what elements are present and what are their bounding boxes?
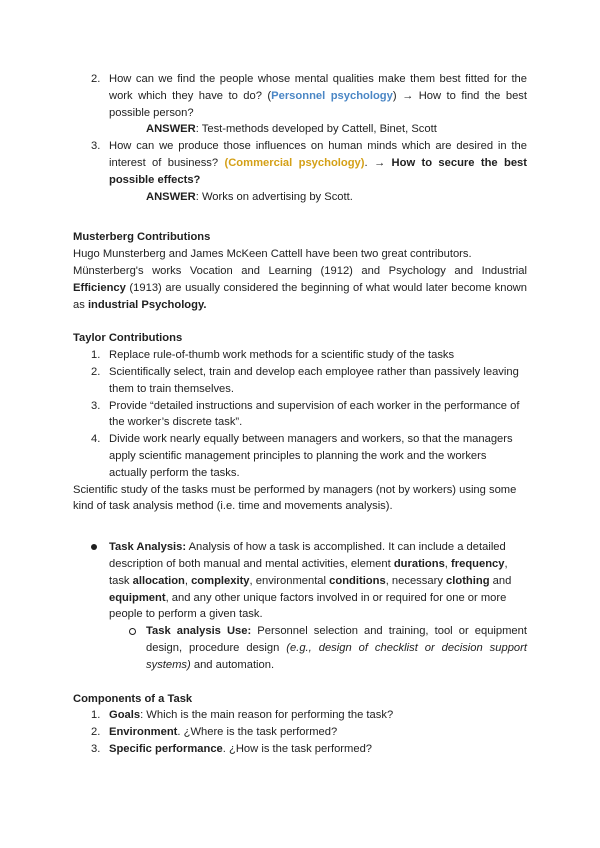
answer-line — [73, 189, 527, 206]
item-number: 3. — [91, 140, 101, 153]
hollow-bullet-icon — [129, 628, 136, 635]
answer-text: : Test-methods developed by Cattell, Binet, Scott — [195, 123, 437, 136]
sub-bullet-task-analysis-use: Task analysis Use: Personnel selection and training, tool or equipment design, procedure design (e.g., design of checklist or decision support systems) and automation. — [73, 623, 527, 673]
list-item: 1. Goals: Which is the main reason for performing the task? — [91, 709, 394, 722]
list-item — [73, 138, 527, 188]
list-item: 2. Scientifically select, train and develop each employee rather than passively leaving them to train themselves. — [91, 365, 519, 395]
section-heading-components: Components of a Task — [73, 692, 193, 705]
section-heading-taylor: Taylor Contributions — [73, 332, 183, 345]
taylor-list — [73, 347, 527, 481]
section-heading-musterberg: Musterberg Contributions — [73, 231, 211, 244]
item-text: How can we produce those influences on human minds which are desired in the interest of business? — [109, 140, 527, 169]
highlight-commercial-psychology: (Commercial psychology) — [224, 156, 365, 169]
answer-label: ANSWER — [146, 190, 196, 203]
questions-list — [73, 71, 527, 205]
highlight-personnel-psychology: Personnel psychology — [271, 89, 393, 102]
item-bold-text: How to secure the best possible effects? — [109, 156, 528, 186]
item-number: 2. — [91, 73, 101, 85]
list-item: 2. Environment. ¿Where is the task performed? — [91, 726, 338, 739]
bullet-task-analysis: Task Analysis: Analysis of how a task is accomplished. It can include a detailed description of both manual and mental activities, element durations, frequency, task allocation, complexity, environmental conditions, necessary clothing and equipment, and any other unique factors involved in or required for one or more people to perform a given task. — [73, 539, 527, 623]
components-list — [73, 707, 527, 757]
list-item: 3. Specific performance. ¿How is the task performed? — [91, 742, 373, 755]
paragraph: Scientific study of the tasks must be performed by managers (not by workers) using some kind of task analysis method (i.e. time and movements analysis). — [73, 483, 517, 513]
list-item — [73, 71, 527, 121]
document-content — [73, 71, 527, 758]
answer-label: ANSWER — [146, 123, 196, 136]
answer-text: : Works on advertising by Scott. — [195, 190, 353, 203]
paragraph: Hugo Munsterberg and James McKeen Cattell have been two great contributors. — [73, 248, 472, 261]
list-item: 1. Replace rule-of-thumb work methods for a scientific study of the tasks — [91, 349, 455, 362]
item-text: How can we find the people whose mental qualities make them best fitted for the work which they have to do? ( — [109, 73, 527, 102]
list-item: 4. Divide work nearly equally between managers and workers, so that the managers apply scientific management principles to planning the work and the workers actually perform the tasks. — [91, 433, 513, 479]
item-text: ) → How to find the best possible person? — [109, 89, 528, 119]
item-text: . → — [364, 156, 392, 169]
bullet-icon — [91, 544, 97, 550]
paragraph: Münsterberg's works Vocation and Learning (1912) and Psychology and Industrial Efficiency (1913) are usually considered the beginning of what would later become known as industrial Psychology. — [73, 264, 527, 311]
list-item: 3. Provide “detailed instructions and supervision of each worker in the performance of the worker’s discrete task”. — [91, 399, 520, 429]
answer-line — [73, 121, 527, 138]
